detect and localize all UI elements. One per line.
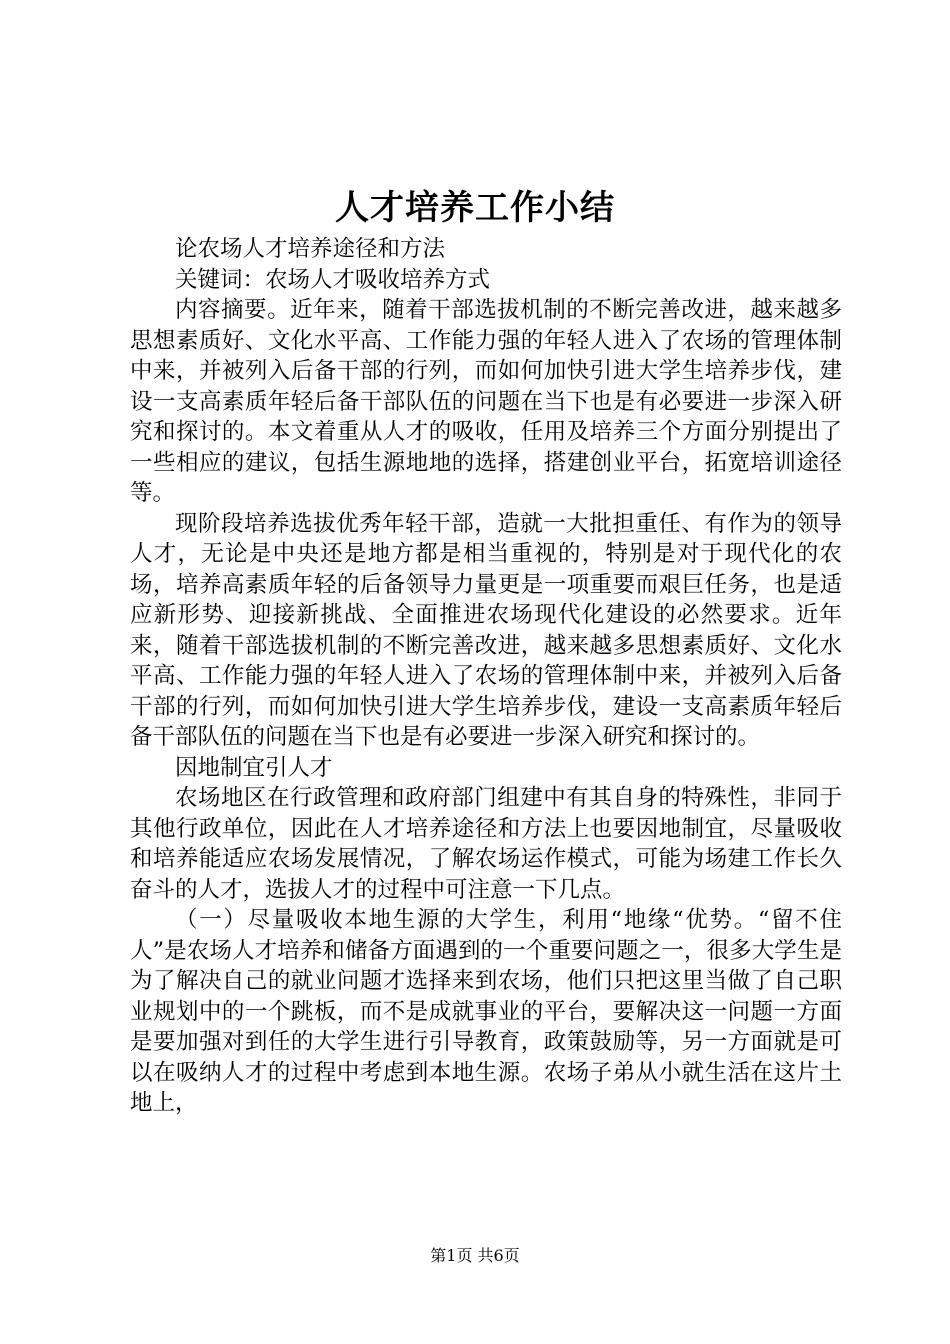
subtitle-paragraph: 论农场人才培养途径和方法 xyxy=(175,236,446,262)
document-title: 人才培养工作小结 xyxy=(335,188,615,228)
abstract-paragraph: 内容摘要。近年来，随着干部选拔机制的不断完善改进，越来越多思想素质好、文化水平高、工作能力强的年轻人进入了农场的管理体制中来，并被列入后备干部的行列，而如何加快引进大学生培养步伐，建设一支高素质年轻后备干部队伍的问题在当下也是有必要进一步深入研究和探讨的。本文着重从人才的吸收，任用及培养三个方面分别提出了一些相应的建议，包括生源地地的选择，搭建创业平台，拓宽培训途径等。 xyxy=(130,297,842,506)
page-number-footer: 第1页 共6页 xyxy=(430,1246,520,1265)
body-paragraph: 农场地区在行政管理和政府部门组建中有其自身的特殊性，非同于其他行政单位，因此在人才培养途径和方法上也要因地制宜，尽量吸收和培养能适应农场发展情况，了解农场运作模式，可能为场建工作长久奋斗的人才，选拔人才的过程中可注意一下几点。 xyxy=(130,785,842,903)
section-heading: 因地制宜引人才 xyxy=(175,754,333,781)
keywords-paragraph: 关键词：农场人才吸收培养方式 xyxy=(175,266,491,293)
body-paragraph: 现阶段培养选拔优秀年轻干部，造就一大批担重任、有作为的领导人才，无论是中央还是地方都是相当重视的，特别是对于现代化的农场，培养高素质年轻的后备领导力量更是一项重要而艰巨任务，也是适应新形势、迎接新挑战、全面推进农场现代化建设的必然要求。近年来，随着干部选拔机制的不断完善改进，越来越多思想素质好、文化水平高、工作能力强的年轻人进入了农场的管理体制中来，并被列入后备干部的行列，而如何加快引进大学生培养步伐，建设一支高素质年轻后备干部队伍的问题在当下也是有必要进一步深入研究和探讨的。 xyxy=(130,510,842,750)
document-body xyxy=(130,234,842,1119)
body-paragraph: （一）尽量吸收本地生源的大学生，利用“地缘“优势。“留不住人”是农场人才培养和储备方面遇到的一个重要问题之一，很多大学生是为了解决自己的就业问题才选择来到农场，他们只把这里当做了自己职业规划中的一个跳板，而不是成就事业的平台，要解决这一问题一方面是要加强对到任的大学生进行引导教育，政策鼓励等，另一方面就是可以在吸纳人才的过程中考虑到本地生源。农场子弟从小就生活在这片土地上， xyxy=(130,907,842,1116)
